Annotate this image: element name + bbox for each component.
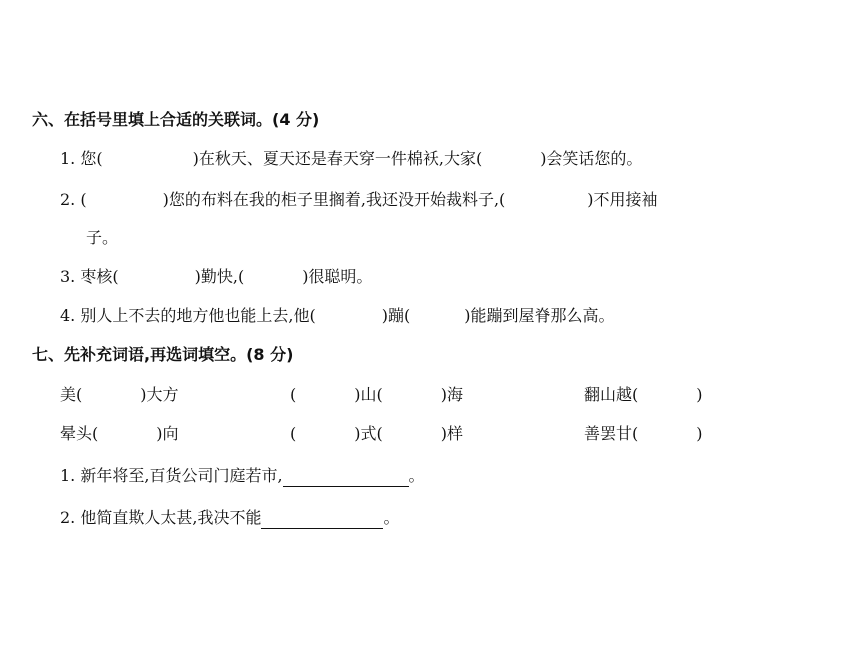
word-text: 善罢甘( xyxy=(584,424,639,443)
question-text: 枣核( xyxy=(80,267,119,286)
word-fill-1-2 xyxy=(290,384,463,406)
question-text: 他简直欺人太甚,我决不能 xyxy=(80,508,262,527)
question-number: 2. xyxy=(60,190,76,209)
question-text: )不用接袖 xyxy=(587,190,658,209)
question-number: 1. xyxy=(60,149,76,168)
question-text: 。 xyxy=(408,466,425,485)
question-text: 别人上不去的地方他也能上去,他( xyxy=(80,306,316,325)
section-7-heading: 七、先补充词语,再选词填空。(8 分) xyxy=(32,345,294,364)
word-text: ) xyxy=(696,385,703,404)
question-number: 2. xyxy=(60,508,76,527)
answer-blank[interactable] xyxy=(283,468,409,487)
question-text: )很聪明。 xyxy=(302,267,373,286)
question-number: 3. xyxy=(60,267,76,286)
question-7-1 xyxy=(60,465,425,487)
word-text: 美( xyxy=(60,385,83,404)
question-text: )勤快,( xyxy=(194,267,245,286)
section-6-heading: 六、在括号里填上合适的关联词。(4 分) xyxy=(32,110,320,129)
question-text: 。 xyxy=(383,508,400,527)
word-fill-1-1 xyxy=(60,384,179,406)
word-text: 翻山越( xyxy=(584,385,639,404)
word-text: 晕头( xyxy=(60,424,99,443)
question-text: )您的布料在我的柜子里搁着,我还没开始裁料子,( xyxy=(162,190,506,209)
question-6-4 xyxy=(60,305,614,327)
word-text: )向 xyxy=(156,424,179,443)
word-text: ( xyxy=(290,385,297,404)
question-number: 4. xyxy=(60,306,76,325)
word-text: ) xyxy=(696,424,703,443)
word-text: ( xyxy=(290,424,297,443)
question-6-3 xyxy=(60,266,372,288)
question-text: ( xyxy=(80,190,87,209)
word-text: )大方 xyxy=(140,385,179,404)
word-fill-1-3 xyxy=(584,384,703,406)
question-6-2 xyxy=(60,189,658,211)
word-fill-2-1 xyxy=(60,423,179,445)
word-text: )海 xyxy=(440,385,463,404)
question-7-2 xyxy=(60,507,399,529)
question-6-2-continued: 子。 xyxy=(86,228,119,247)
question-text: )在秋天、夏天还是春天穿一件棉袄,大家( xyxy=(192,149,483,168)
question-text: 您( xyxy=(80,149,103,168)
word-fill-2-2 xyxy=(290,423,463,445)
answer-blank[interactable] xyxy=(261,510,383,529)
word-fill-2-3 xyxy=(584,423,703,445)
word-text: )式( xyxy=(354,424,383,443)
word-text: )样 xyxy=(440,424,463,443)
question-text: )会笑话您的。 xyxy=(540,149,643,168)
word-text: )山( xyxy=(354,385,383,404)
question-text: )蹦( xyxy=(381,306,411,325)
question-6-1 xyxy=(60,148,642,170)
question-text: )能蹦到屋脊那么高。 xyxy=(464,306,615,325)
question-number: 1. xyxy=(60,466,76,485)
question-text: 新年将至,百货公司门庭若市, xyxy=(80,466,283,485)
